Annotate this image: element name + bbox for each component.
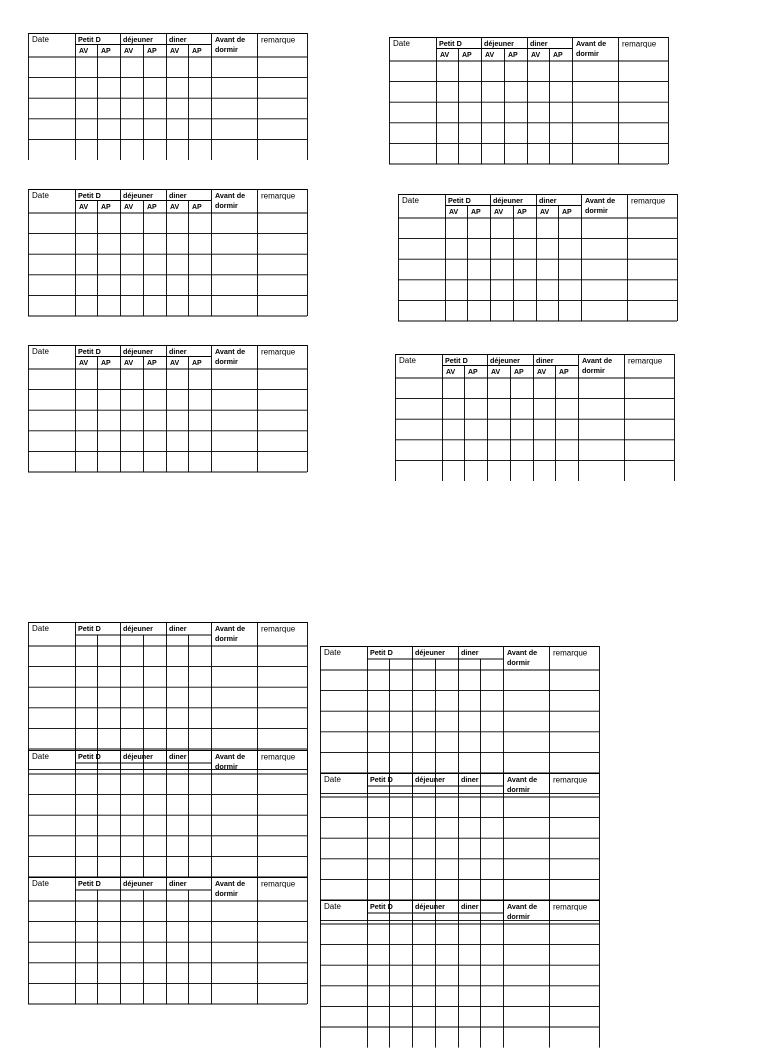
date-header: Date xyxy=(32,879,49,888)
avant-de-header: Avant de xyxy=(507,775,538,784)
ap-subheader: AP xyxy=(462,52,472,59)
dejeuner-header: déjeuner xyxy=(415,902,445,911)
dejeuner-header: déjeuner xyxy=(123,879,153,888)
dormir-header: dormir xyxy=(582,366,605,375)
avant-de-header: Avant de xyxy=(215,191,246,200)
dejeuner-header: déjeuner xyxy=(123,347,153,356)
av-subheader: AV xyxy=(446,369,456,376)
petit-dejeuner-header: Petit D xyxy=(370,902,393,911)
date-header: Date xyxy=(32,191,49,200)
dejeuner-header: déjeuner xyxy=(123,191,153,200)
dormir-header: dormir xyxy=(507,912,530,921)
diner-header: diner xyxy=(169,752,187,761)
log-table xyxy=(395,354,675,482)
log-table xyxy=(28,622,308,771)
dormir-header: dormir xyxy=(215,45,238,54)
ap-subheader: AP xyxy=(471,209,481,216)
diner-header: diner xyxy=(536,356,554,365)
dormir-header: dormir xyxy=(215,357,238,366)
log-table-grid xyxy=(28,189,308,317)
avant-de-header: Avant de xyxy=(507,648,538,657)
petit-dejeuner-header: Petit D xyxy=(78,191,101,200)
avant-de-header: Avant de xyxy=(585,196,616,205)
av-subheader: AV xyxy=(540,209,550,216)
log-table-grid xyxy=(320,900,600,1049)
log-table-grid xyxy=(28,33,308,161)
petit-dejeuner-header: Petit D xyxy=(78,752,101,761)
date-header: Date xyxy=(324,648,341,657)
date-header: Date xyxy=(32,752,49,761)
dormir-header: dormir xyxy=(215,762,238,771)
ap-subheader: AP xyxy=(517,209,527,216)
remarque-header: remarque xyxy=(622,39,657,49)
petit-dejeuner-header: Petit D xyxy=(370,648,393,657)
av-subheader: AV xyxy=(79,360,89,367)
dejeuner-header: déjeuner xyxy=(490,356,520,365)
diner-header: diner xyxy=(461,902,479,911)
dormir-header: dormir xyxy=(507,658,530,667)
avant-de-header: Avant de xyxy=(582,356,613,365)
log-table xyxy=(398,194,678,322)
dormir-header: dormir xyxy=(215,201,238,210)
ap-subheader: AP xyxy=(468,369,478,376)
dejeuner-header: déjeuner xyxy=(493,196,523,205)
petit-dejeuner-header: Petit D xyxy=(78,347,101,356)
av-subheader: AV xyxy=(124,48,134,55)
log-table-grid xyxy=(28,622,308,771)
diner-header: diner xyxy=(169,35,187,44)
log-table-grid xyxy=(389,37,669,165)
remarque-header: remarque xyxy=(261,35,296,45)
log-table xyxy=(28,189,308,317)
date-header: Date xyxy=(393,39,410,48)
date-header: Date xyxy=(32,35,49,44)
log-table-grid xyxy=(395,354,675,482)
avant-de-header: Avant de xyxy=(507,902,538,911)
log-table-grid xyxy=(28,877,308,1005)
date-header: Date xyxy=(324,902,341,911)
log-table xyxy=(28,345,308,473)
dejeuner-header: déjeuner xyxy=(123,624,153,633)
dejeuner-header: déjeuner xyxy=(123,752,153,761)
dormir-header: dormir xyxy=(215,634,238,643)
log-table xyxy=(389,37,669,165)
date-header: Date xyxy=(32,347,49,356)
petit-dejeuner-header: Petit D xyxy=(370,775,393,784)
diner-header: diner xyxy=(461,775,479,784)
ap-subheader: AP xyxy=(514,369,524,376)
petit-dejeuner-header: Petit D xyxy=(448,196,471,205)
dejeuner-header: déjeuner xyxy=(123,35,153,44)
petit-dejeuner-header: Petit D xyxy=(439,39,462,48)
date-header: Date xyxy=(399,356,416,365)
remarque-header: remarque xyxy=(553,902,588,912)
petit-dejeuner-header: Petit D xyxy=(78,35,101,44)
av-subheader: AV xyxy=(79,48,89,55)
dormir-header: dormir xyxy=(507,785,530,794)
avant-de-header: Avant de xyxy=(215,624,246,633)
remarque-header: remarque xyxy=(553,775,588,785)
log-table-grid xyxy=(398,194,678,322)
av-subheader: AV xyxy=(449,209,459,216)
ap-subheader: AP xyxy=(101,360,111,367)
dormir-header: dormir xyxy=(585,206,608,215)
diner-header: diner xyxy=(169,191,187,200)
log-table xyxy=(28,33,308,161)
av-subheader: AV xyxy=(79,204,89,211)
ap-subheader: AP xyxy=(101,204,111,211)
diner-header: diner xyxy=(461,648,479,657)
diner-header: diner xyxy=(539,196,557,205)
av-subheader: AV xyxy=(537,369,547,376)
ap-subheader: AP xyxy=(508,52,518,59)
diner-header: diner xyxy=(530,39,548,48)
ap-subheader: AP xyxy=(553,52,563,59)
petit-dejeuner-header: Petit D xyxy=(445,356,468,365)
ap-subheader: AP xyxy=(192,48,202,55)
avant-de-header: Avant de xyxy=(215,879,246,888)
dejeuner-header: déjeuner xyxy=(415,775,445,784)
ap-subheader: AP xyxy=(147,48,157,55)
remarque-header: remarque xyxy=(261,879,296,889)
avant-de-header: Avant de xyxy=(576,39,607,48)
remarque-header: remarque xyxy=(261,347,296,357)
ap-subheader: AP xyxy=(562,209,572,216)
av-subheader: AV xyxy=(124,204,134,211)
av-subheader: AV xyxy=(491,369,501,376)
av-subheader: AV xyxy=(485,52,495,59)
log-table-grid xyxy=(28,345,308,473)
av-subheader: AV xyxy=(170,204,180,211)
av-subheader: AV xyxy=(170,48,180,55)
av-subheader: AV xyxy=(494,209,504,216)
diner-header: diner xyxy=(169,624,187,633)
remarque-header: remarque xyxy=(261,752,296,762)
av-subheader: AV xyxy=(124,360,134,367)
av-subheader: AV xyxy=(440,52,450,59)
dormir-header: dormir xyxy=(215,889,238,898)
ap-subheader: AP xyxy=(559,369,569,376)
dejeuner-header: déjeuner xyxy=(484,39,514,48)
date-header: Date xyxy=(402,196,419,205)
ap-subheader: AP xyxy=(147,360,157,367)
ap-subheader: AP xyxy=(192,204,202,211)
remarque-header: remarque xyxy=(553,648,588,658)
avant-de-header: Avant de xyxy=(215,347,246,356)
ap-subheader: AP xyxy=(101,48,111,55)
av-subheader: AV xyxy=(170,360,180,367)
avant-de-header: Avant de xyxy=(215,35,246,44)
av-subheader: AV xyxy=(531,52,541,59)
remarque-header: remarque xyxy=(628,356,663,366)
petit-dejeuner-header: Petit D xyxy=(78,879,101,888)
date-header: Date xyxy=(324,775,341,784)
dejeuner-header: déjeuner xyxy=(415,648,445,657)
remarque-header: remarque xyxy=(261,191,296,201)
log-table xyxy=(28,877,308,1005)
dormir-header: dormir xyxy=(576,49,599,58)
remarque-header: remarque xyxy=(261,624,296,634)
log-table xyxy=(320,900,600,1049)
ap-subheader: AP xyxy=(192,360,202,367)
avant-de-header: Avant de xyxy=(215,752,246,761)
ap-subheader: AP xyxy=(147,204,157,211)
remarque-header: remarque xyxy=(631,196,666,206)
date-header: Date xyxy=(32,624,49,633)
diner-header: diner xyxy=(169,347,187,356)
petit-dejeuner-header: Petit D xyxy=(78,624,101,633)
log-table-grid xyxy=(28,750,308,878)
diner-header: diner xyxy=(169,879,187,888)
log-table xyxy=(28,750,308,878)
